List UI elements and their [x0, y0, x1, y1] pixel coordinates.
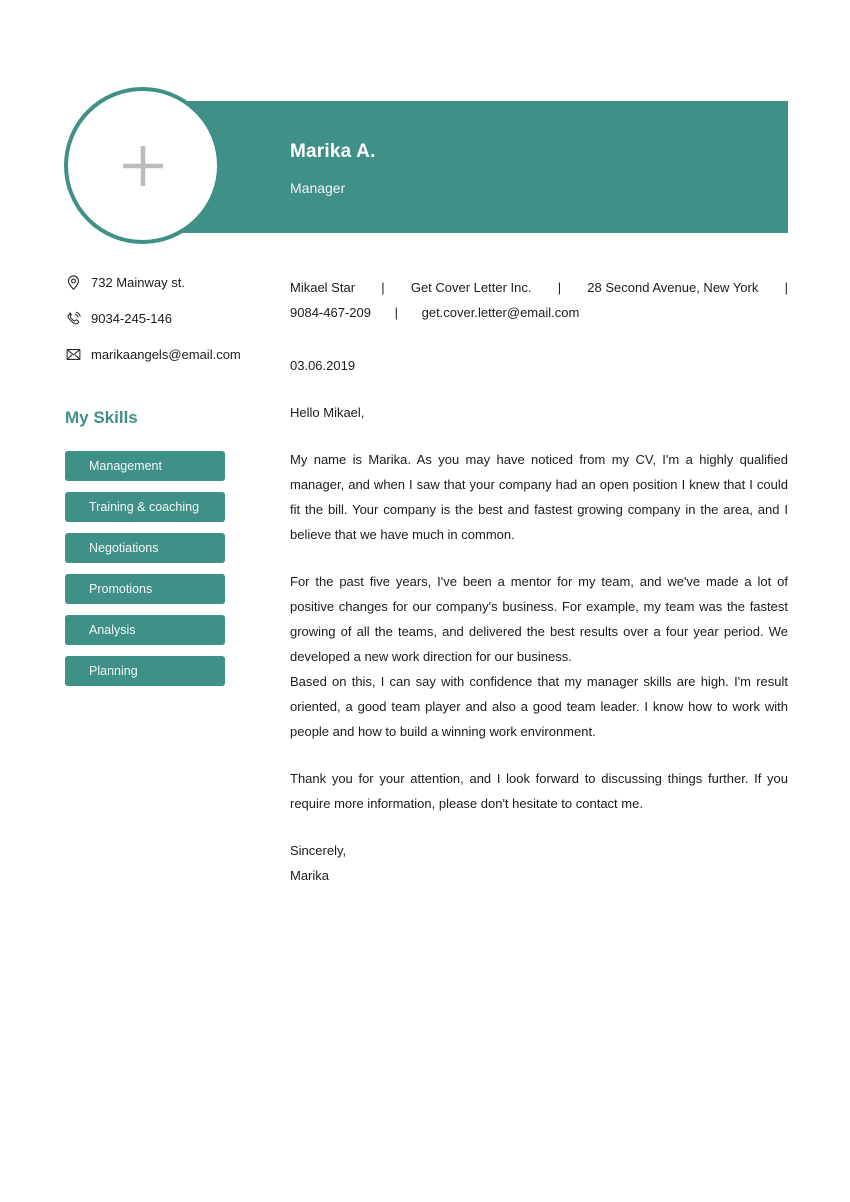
separator-pipe: |	[784, 280, 788, 295]
photo-placeholder[interactable]	[64, 87, 221, 244]
skill-chip-analysis: Analysis	[65, 615, 225, 645]
phone-icon	[65, 310, 82, 327]
paragraph-intro: My name is Marika. As you may have noticed from my CV, I'm a highly qualified manager, and when I saw that your company had an open position I knew that I could fit the bill. Your company is the best and fastest growing company in the area, and I believe that we have much in common.	[290, 452, 788, 542]
recipient-phone: 9084-467-209	[290, 305, 371, 320]
contact-email: marikaangels@email.com	[91, 346, 241, 362]
skill-chip-management: Management	[65, 451, 225, 481]
recipient-email: get.cover.letter@email.com	[421, 305, 580, 320]
paragraph-closing: Thank you for your attention, and I look forward to discussing things further. If you require more information, please don't hesitate to contact me.	[290, 771, 788, 811]
signature: Marika	[290, 868, 330, 883]
skills-list	[65, 451, 235, 686]
separator-pipe: |	[381, 280, 385, 295]
paragraph-experience-part1: For the past five years, I've been a mentor for my team, and we've made a lot of positive changes for our company's business. For example, my team was the fastest growing of all the teams, and delivered the best results over a four year period. We developed a new work direction for our business.	[290, 574, 788, 664]
sidebar	[65, 272, 241, 697]
recipient-contact-line	[290, 300, 788, 325]
person-name: Marika A.	[290, 141, 376, 162]
plus-icon	[117, 140, 169, 192]
paragraph-experience-part2: Based on this, I can say with confidence that my manager skills are high. I'm result oriented, a good team player and also a good team leader. I know how to work with people and how to build a winning work environment.	[290, 674, 788, 739]
contact-address: 732 Mainway st.	[91, 274, 185, 290]
recipient-name: Mikael Star	[290, 280, 356, 295]
contact-phone: 9034-245-146	[91, 310, 172, 326]
skill-chip-training-coaching: Training & coaching	[65, 492, 225, 522]
separator-pipe: |	[557, 280, 562, 295]
email-icon	[65, 346, 82, 363]
skills-heading: My Skills	[65, 408, 138, 427]
skill-chip-promotions: Promotions	[65, 574, 225, 604]
signoff-block	[290, 838, 788, 888]
location-icon	[65, 274, 82, 291]
contact-list	[65, 272, 241, 364]
header-band	[142, 101, 788, 233]
letter-date: 03.06.2019	[290, 358, 356, 373]
recipient-company: Get Cover Letter Inc.	[410, 280, 532, 295]
skill-chip-planning: Planning	[65, 656, 225, 686]
letter-body	[290, 275, 788, 888]
separator-pipe: |	[394, 305, 398, 320]
person-job-title: Manager	[290, 180, 346, 196]
recipient-line	[290, 275, 788, 300]
contact-row-phone	[65, 308, 235, 328]
recipient-address: 28 Second Avenue, New York	[587, 280, 759, 295]
paragraph-experience	[290, 569, 788, 744]
greeting: Hello Mikael,	[290, 405, 365, 420]
signoff: Sincerely,	[290, 843, 347, 858]
contact-row-address	[65, 272, 235, 292]
skill-chip-negotiations: Negotiations	[65, 533, 225, 563]
contact-row-email	[65, 344, 241, 364]
